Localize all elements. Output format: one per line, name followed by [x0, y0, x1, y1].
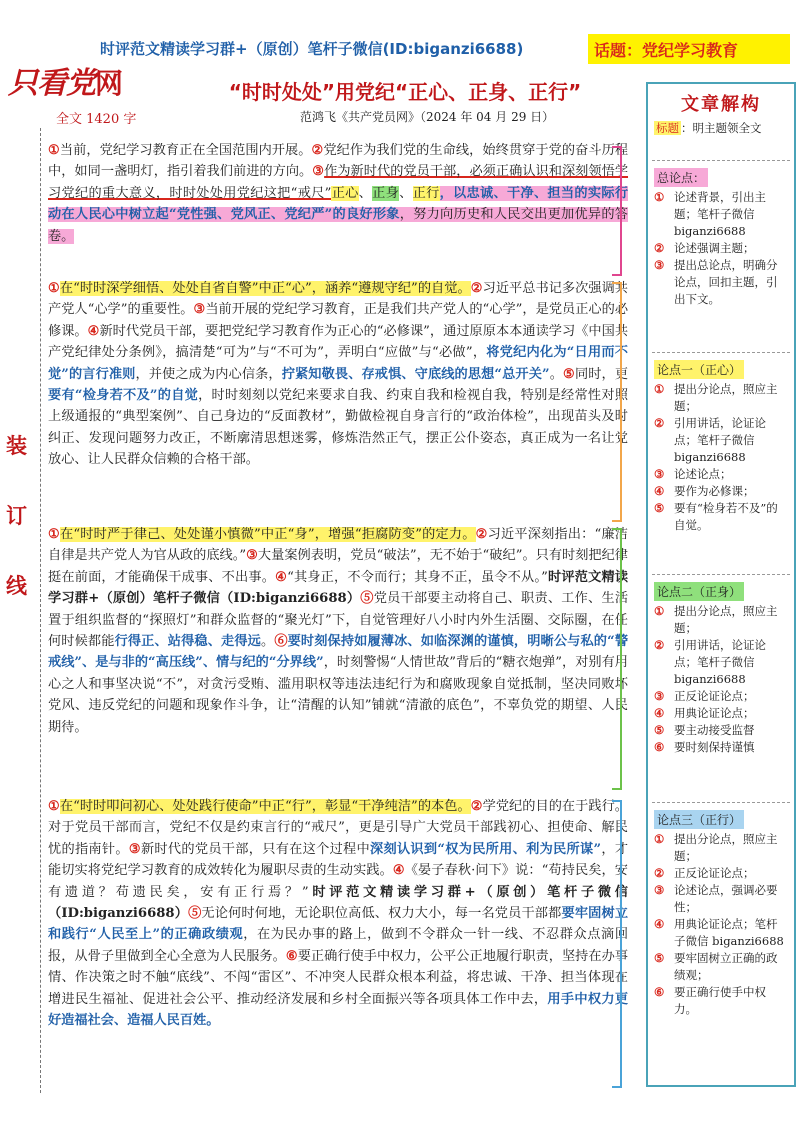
sidebar-item	[654, 882, 788, 916]
sidebar-item-text: 要时刻保持谨慎	[674, 740, 755, 754]
sidebar-divider	[652, 802, 790, 803]
brace-point-3	[612, 800, 622, 1088]
sidebar-item-list	[654, 831, 788, 1018]
sidebar-section	[648, 346, 794, 534]
sidebar-item	[654, 739, 788, 756]
sentence-number: ⑤	[563, 366, 575, 382]
sidebar-item-number: ②	[654, 866, 665, 880]
sidebar-item-text: 正反论证论点；	[674, 866, 755, 880]
sentence-number: ④	[87, 323, 100, 339]
sidebar-item-text: 提出总论点，明确分论点，回扣主题，引出下文。	[674, 258, 778, 306]
sidebar-item	[654, 500, 788, 534]
sidebar-section	[648, 154, 794, 308]
text-segment: 习近平总书记多次强调共产党人“心学”的重要性。	[48, 281, 628, 318]
sidebar-item-text: 引用讲话，论证论点；笔杆子微信 biganzi6688	[674, 638, 766, 686]
sidebar-item-number: ③	[654, 467, 665, 481]
sidebar-item-number: ③	[654, 883, 665, 897]
brace-intro	[612, 146, 622, 276]
sentence-number: ②	[311, 143, 324, 158]
text-segment: 无论何时何地，无论职位高低、权力大小，每一名党员干部都	[201, 906, 562, 922]
binding-char-3: 线	[6, 573, 27, 598]
text-segment: 学党纪的目的在于践行。对于党员干部而言，党纪不仅是约束言行的“戒尺”，更是引导广大党员干部践初心、担使命、解民忧的指南针。	[48, 799, 628, 857]
text-segment: 用手中权力更好造福社会、造福人民百姓。	[48, 991, 629, 1029]
text-segment: 、	[399, 185, 413, 201]
paragraph-point-3	[48, 796, 628, 1031]
sidebar-section-heading: 论点二（正身）	[654, 582, 744, 601]
sentence-number: ①	[48, 799, 60, 814]
sidebar-item-text: 要主动接受监督	[674, 723, 755, 737]
sentence-number: ①	[48, 281, 60, 296]
text-segment: ，以忠诚、干净、担当的实际行动在人民心中树立起“党性强、党风正、党纪严”的良好形象	[48, 185, 629, 223]
sentence-number: ④	[275, 569, 288, 585]
sidebar-divider	[652, 160, 790, 161]
text-segment: 时评范文精读学习群+（原创）笔杆子微信（ID:biganzi6688）	[48, 569, 629, 607]
text-segment: 行得正、站得稳、走得远	[114, 634, 261, 650]
sidebar-item-number: ④	[654, 484, 665, 498]
sidebar-item	[654, 603, 788, 637]
paragraph-text	[48, 796, 628, 1031]
sentence-number: ②	[470, 281, 483, 296]
sidebar-item-list	[654, 603, 788, 756]
sidebar-item	[654, 722, 788, 739]
sidebar-item-number: ⑥	[654, 740, 665, 754]
binding-char-1: 装	[6, 433, 27, 458]
sidebar-section-heading: 论点三（正行）	[654, 810, 744, 829]
structure-sidebar	[646, 82, 796, 1087]
sidebar-item	[654, 415, 788, 466]
text-segment: 大量案例表明，党员“破法”，无不始于“破纪”。只有时刻把纪律挺在前面，才能确保干成事、不出事。	[48, 548, 628, 585]
text-segment: 正身	[372, 185, 400, 201]
sidebar-item-number: ⑤	[654, 723, 665, 737]
sidebar-item	[654, 189, 788, 240]
sentence-number: ⑥	[285, 948, 298, 964]
sidebar-item	[654, 865, 788, 882]
text-segment: 要牢固树立和践行“人民至上”的正确政绩观	[48, 906, 629, 943]
article-title: “时时处处”用党纪“正心、正身、正行”	[228, 80, 582, 104]
sidebar-title: 文章解构	[681, 94, 761, 115]
text-segment: 党员干部要主动将自己、职责、工作、生活置于组织监督的“探照灯”和群众监督的“聚光灯”下，自觉管理好八小时内外生活圈、交际圈，在任何时候都能	[48, 591, 629, 650]
sidebar-item-text: 要正确行使手中权力。	[674, 985, 766, 1016]
sidebar-item-number: ①	[654, 382, 665, 396]
sidebar-section-heading: 总论点：	[654, 168, 708, 187]
text-segment: 正心	[331, 185, 359, 201]
sidebar-item-number: ③	[654, 258, 665, 272]
sidebar-item	[654, 705, 788, 722]
sidebar-item-number: ②	[654, 638, 665, 652]
text-segment: ，在为民办事的路上，做到不令群众一针一线、不忍群众点滴回报，从骨子里做到全心全意为人民服务。	[48, 927, 629, 964]
sidebar-item-list	[654, 381, 788, 534]
site-logo	[8, 58, 178, 104]
sidebar-item-number: ④	[654, 706, 665, 720]
sidebar-item	[654, 483, 788, 500]
sentence-number: ③	[246, 548, 258, 564]
text-segment: 习近平深刻指出：“廉洁自律是共产党人为官从政的底线。”	[48, 527, 628, 564]
text-segment: 《晏子春秋·问下》说：“苟持民矣，安有遗道？苟遗民矣，安有正行焉？”	[48, 863, 628, 900]
text-segment: 深刻认识到“权为民所用、利为民所谋”	[370, 841, 602, 857]
header-line: 时评范文精读学习群+（原创）笔杆子微信(ID:biganzi6688)	[100, 40, 524, 58]
sidebar-item	[654, 916, 788, 950]
sidebar-item-list	[654, 189, 788, 308]
paragraph-point-1	[48, 278, 628, 471]
text-segment: 、	[358, 185, 373, 201]
text-segment: 同时，更	[574, 366, 629, 382]
sidebar-item-text: 提出分论点，照应主题；	[674, 832, 778, 863]
sidebar-section	[648, 796, 794, 1018]
sidebar-item	[654, 984, 788, 1018]
sidebar-divider	[652, 352, 790, 353]
text-segment: 在“时时严于律己、处处谨小慎微”中正“身”，增强“拒腐防变”的定力。	[60, 527, 476, 542]
word-count: 全文 1420 字	[56, 112, 137, 127]
sidebar-item-number: ①	[654, 190, 665, 204]
sidebar-title-note	[654, 120, 788, 136]
sidebar-item	[654, 637, 788, 688]
sidebar-item-text: 提出分论点，照应主题；	[674, 604, 778, 635]
paragraph-text	[48, 140, 628, 247]
sentence-number: ④	[392, 863, 405, 879]
sidebar-item-number: ⑤	[654, 501, 665, 515]
text-segment: ，时时刻刻以党纪来要求自我、约束自我和检视自我，特别是经常性对照上级通报的“典型案例”、自己身边的“反面教材”，勤做检视自身言行的“政治体检”，出现苗头及时纠正、发现问题努力改正，不断廓清思想迷雾，修炼浩然正气，摆正公仆姿态，真正成为一名让党放心、让人民群众信赖的合格干部。	[48, 388, 629, 468]
brace-point-2	[612, 528, 622, 790]
sidebar-item	[654, 950, 788, 984]
paragraph-intro	[48, 140, 628, 247]
text-segment: 时评范文精读学习群+（原创）笔杆子微信（ID:biganzi6688）	[48, 884, 628, 922]
sidebar-item-number: ⑤	[654, 951, 665, 965]
sidebar-section	[648, 568, 794, 756]
sidebar-item	[654, 240, 788, 257]
text-segment: 党纪作为我们党的生命线，始终贯穿于党的奋斗历程中，如同一盏明灯，指引着我们前进的方向。	[48, 143, 629, 180]
sidebar-item-number: ③	[654, 689, 665, 703]
sidebar-item-number: ⑥	[654, 985, 665, 999]
text-segment: 正行	[412, 185, 440, 201]
sidebar-item-text: 论述强调主题；	[674, 241, 755, 255]
sidebar-item-text: 用典论证论点；笔杆子微信 biganzi6688	[674, 917, 784, 948]
text-segment: 拧紧知敬畏、存戒惧、守底线的思想“总开关”	[281, 366, 550, 382]
paragraph-text	[48, 278, 628, 471]
text-segment: ，并使之成为内心信条，	[135, 366, 282, 382]
sidebar-item	[654, 381, 788, 415]
text-segment: ，才能切实将党纪学习教育的成效转化为履职尽责的生动实践。	[48, 841, 629, 879]
title-tag: 标题	[656, 121, 679, 135]
text-segment: “其身正，不令而行；其身不正，虽令不从。”	[287, 569, 548, 585]
text-segment: 新时代的党员干部，只有在这个过程中	[140, 841, 371, 857]
sidebar-item-text: 引用讲话，论证论点；笔杆子微信 biganzi6688	[674, 416, 766, 464]
sidebar-item-text: 要作为必修课；	[674, 484, 755, 498]
sentence-number: ①	[48, 527, 60, 542]
sidebar-item	[654, 466, 788, 483]
text-segment: 。	[261, 634, 275, 650]
sentence-number: ③	[312, 164, 325, 180]
sidebar-item-number: ①	[654, 604, 665, 618]
text-segment: 当前，党纪学习教育正在全国范围内开展。	[59, 143, 312, 158]
sentence-number: ⑤	[188, 906, 202, 922]
sidebar-item-text: 论述论点，强调必要性；	[674, 883, 778, 914]
sidebar-item-text: 要牢固树立正确的政绩观；	[674, 951, 778, 982]
topic-badge: 话题：党纪学习教育	[588, 34, 790, 64]
sidebar-item-text: 论述论点；	[674, 467, 732, 481]
sentence-number: ⑤	[360, 591, 374, 607]
text-segment: 将党纪内化为“日用而不觉”的言行准则	[48, 345, 628, 382]
sidebar-item-text: 论述背景，引出主题；笔杆子微信 biganzi6688	[674, 190, 766, 238]
sentence-number: ①	[48, 143, 60, 158]
binding-line	[40, 128, 41, 1093]
sidebar-item-number: ①	[654, 832, 665, 846]
sentence-number: ⑥	[274, 634, 288, 650]
binding-char-2: 订	[6, 503, 27, 528]
text-segment: ，时刻警惕“人情世故”背后的“糖衣炮弹”，对别有用心之人和事坚决说“不”，对贪污受贿、滥用职权等违法违纪行为和腐败现象自觉抵制，坚决同败坏党风、违反党纪的问题和现象作斗争，让“清醒的认知”铺就“清澈的底色”，不辜负党的期望、人民期待。	[48, 655, 628, 735]
logo-suffix: 网	[95, 67, 124, 100]
sentence-number: ②	[470, 799, 483, 814]
sidebar-divider	[652, 574, 790, 575]
text-segment: 在“时时深学细悟、处处自省自警”中正“心”，涵养“遵规守纪”的自觉。	[59, 281, 471, 296]
text-segment: 要有“检身若不及”的自觉	[48, 388, 199, 404]
text-segment: 要时刻保持如履薄冰、如临深渊的谨慎，明晰公与私的“警戒线”、是与非的“高压线”、情与纪的“分界线”	[48, 634, 629, 671]
paragraph-text	[48, 524, 628, 738]
sidebar-item-number: ②	[654, 416, 665, 430]
sidebar-section-heading: 论点一（正心）	[654, 360, 744, 379]
brace-point-1	[612, 282, 622, 522]
text-segment: ，努力向历史和人民交出更加优异的答卷。	[48, 207, 628, 244]
sidebar-item-text: 正反论证论点；	[674, 689, 755, 703]
sentence-number: ③	[128, 841, 141, 857]
text-segment: 要正确行使手中权力，公平公正地履行职责，坚持在办事情、作决策之时不触“底线”、不闯“雷区”、不冲突人民群众根本利益，将忠诚、干净、担当体现在增进民生福祉、促进社会公平、推动经济发展和乡村全面振兴等各项具体工作中去，	[48, 948, 629, 1007]
sentence-number: ③	[193, 302, 206, 318]
sidebar-item	[654, 257, 788, 308]
sidebar-item-text: 提出分论点，照应主题；	[674, 382, 778, 413]
byline: 范鸿飞《共产党员网》（2024 年 04 月 29 日）	[300, 110, 555, 124]
text-segment: 当前开展的党纪学习教育，正是我们共产党人的“心学”，是党员正心的必修课。	[48, 302, 629, 339]
sidebar-item-text: 要有“检身若不及”的自觉。	[674, 501, 778, 532]
logo-text: 只看党	[8, 66, 95, 101]
title-tag-text: ：明主题领全文	[681, 121, 762, 135]
text-segment: 作为新时代的党员干部，必须正确认识和深刻领悟学习党纪的重大意义，时时处处用党纪这把“戒尺”	[48, 164, 629, 201]
text-segment: 在“时时叩问初心、处处践行使命”中正“行”，彰显“干净纯洁”的本色。	[59, 799, 471, 814]
paragraph-point-2	[48, 524, 628, 738]
text-segment: 。	[549, 366, 564, 382]
sidebar-item-number: ②	[654, 241, 665, 255]
text-segment: 新时代党员干部，要把党纪学习教育作为正心的“必修课”，通过原原本本通读学习《中国共产党纪律处分条例》，搞清楚“可为”与“不可为”，弄明白“应做”与“必做”，	[48, 323, 628, 361]
sidebar-item-number: ④	[654, 917, 665, 931]
sidebar-item	[654, 831, 788, 865]
sidebar-item	[654, 688, 788, 705]
sentence-number: ②	[475, 527, 488, 542]
sidebar-item-text: 用典论证论点；	[674, 706, 755, 720]
